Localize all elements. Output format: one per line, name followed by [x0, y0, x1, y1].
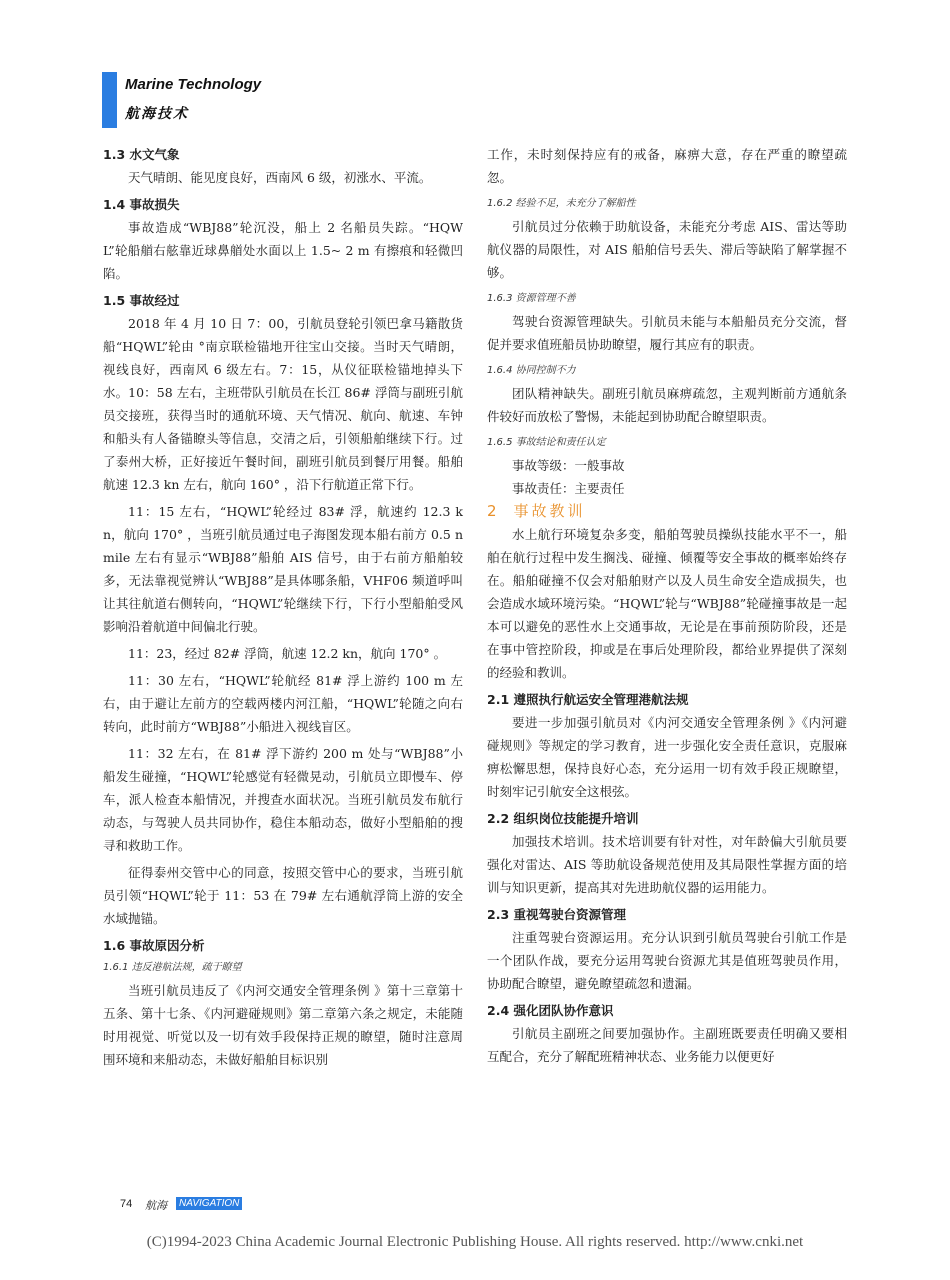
right-column — [487, 143, 847, 1068]
left-column — [103, 143, 463, 1071]
paragraph: 加强技术培训。技术培训要有针对性，对年龄偏大引航员要强化对雷达、AIS 等助航设备规范使用及其局限性掌握方面的培训与知识更新，提高其对先进助航仪器的运用能力。 — [487, 834, 847, 895]
subsection-heading: 1.6.4 协同控制不力 — [487, 365, 576, 376]
paragraph: 11：23，经过 82# 浮筒，航速 12.2 kn，航向 170° 。 — [128, 646, 447, 661]
paragraph: 注重驾驶台资源运用。充分认识到引航员驾驶台引航工作是一个团队作战，要充分运用驾驶台资源尤其是值班驾驶员作用，协助配合瞭望，避免瞭望疏忽和遗漏。 — [487, 930, 847, 991]
subsection-heading: 1.6.2 经验不足，未充分了解船性 — [487, 198, 636, 209]
paragraph: 11：32 左右，在 81# 浮下游约 200 m 处与“WBJ88”小船发生碰撞，“HQWL”轮感觉有轻微晃动，引航员立即慢车、停车，派人检查本船情况，并搜查水面状况。当班引航员发布航行动态，与驾驶人员共同协作，稳住本船动态，做好小型船舶的搜寻和救助工作。 — [103, 746, 463, 853]
section-heading: 2.3 重视驾驶台资源管理 — [487, 907, 626, 922]
paragraph: 11：15 左右，“HQWL”轮经过 83# 浮，航速约 12.3 kn，航向 170° ，当班引航员通过电子海图发现本船右前方 0.5 n mile 左右有显示“WBJ88”船舶 AIS 信号，由于右前方船舶较多，无法靠视觉辨认“WBJ88”是具体哪条船，VHF06 频道呼叫让其往航道右侧转向，“HQWL”轮继续下行，下行小型船舶受风影响沿着航道中间偏北行驶。 — [103, 504, 463, 634]
paragraph: 引航员主副班之间要加强协作。主副班既要责任明确又要相互配合，充分了解配班精神状态、业务能力以便更好 — [487, 1026, 847, 1064]
paragraph: 事故等级：一般事故 — [512, 458, 625, 473]
paragraph: 事故责任：主要责任 — [512, 481, 625, 496]
section-heading: 1.5 事故经过 — [103, 293, 180, 308]
paragraph: 水上航行环境复杂多变，船舶驾驶员操纵技能水平不一，船舶在航行过程中发生搁浅、碰撞、倾覆等安全事故的概率始终存在。船舶碰撞不仅会对船舶财产以及人员生命安全造成损失，也会造成水域环境污染。“HQWL”轮与“WBJ88”轮碰撞事故是一起本可以避免的恶性水上交通事故，无论是在事前预防阶段，还是在事中管控阶段，抑或是在事后处理阶段，都给业界提供了深刻的经验和教训。 — [487, 527, 847, 680]
paragraph: 当班引航员违反了《内河交通安全管理条例 》第十三章第十五条、第十七条、《内河避碰规则》第二章第六条之规定，未能随时用视觉、听觉以及一切有效手段保持正规的瞭望，随时注意周围环境和来船动态，未做好船舶目标识别 — [103, 983, 463, 1067]
section-heading: 2.1 遵照执行航运安全管理港航法规 — [487, 692, 689, 707]
journal-title-cn: 航海技术 — [125, 106, 189, 122]
header-accent-bar — [102, 72, 117, 128]
paragraph: 驾驶台资源管理缺失。引航员未能与本船船员充分交流，督促并要求值班船员协助瞭望，履行其应有的职责。 — [487, 314, 847, 352]
subsection-heading: 1.6.1 违反港航法规，疏于瞭望 — [103, 962, 242, 973]
subsection-heading: 1.6.3 资源管理不善 — [487, 293, 576, 304]
paragraph: 2018 年 4 月 10 日 7：00，引航员登轮引领巴拿马籍散货船“HQWL”轮由 °南京联检锚地开往宝山交接。当时天气晴朗，视线良好，西南风 6 级左右。7：15，从仪征联检锚地掉头下水。10：58 左右，主班带队引航员在长江 86# 浮筒与副班引航员交接班，获得当时的通航环境、天气情况、航向、航速、车钟和船头有人备锚瞭头等信息，交清之后，引领船舶继续下行。过了泰州大桥，正好接近午餐时间，副班引航员到餐厅用餐。船舶航速 12.3 kn 左右，航向 160° ，沿下行航道正常下行。 — [103, 316, 463, 492]
section-heading: 1.3 水文气象 — [103, 147, 180, 162]
paragraph-continued: 工作，未时刻保持应有的戒备，麻痹大意，存在严重的瞭望疏忽。 — [487, 147, 847, 185]
section-heading: 2.2 组织岗位技能提升培训 — [487, 811, 639, 826]
section-heading: 1.6 事故原因分析 — [103, 938, 205, 953]
page-number: 74 — [120, 1198, 133, 1210]
paragraph: 征得泰州交管中心的同意，按照交管中心的要求，当班引航员引领“HQWL”轮于 11：53 在 79# 左右通航浮筒上游的安全水域抛锚。 — [103, 865, 463, 926]
paragraph: 天气晴朗、能见度良好，西南风 6 级，初涨水、平流。 — [128, 170, 432, 185]
paragraph: 引航员过分依赖于助航设备，未能充分考虑 AIS、雷达等助航仪器的局限性，对 AIS 船舶信号丢失、滞后等缺陷了解掌握不够。 — [487, 219, 847, 280]
subsection-heading: 1.6.5 事故结论和责任认定 — [487, 437, 606, 448]
paragraph: 11：30 左右，“HQWL”轮航经 81# 浮上游约 100 m 左右，由于避让左前方的空载两楼内河江船，“HQWL”轮随之向右转向，此时前方“WBJ88”小船进入视线盲区。 — [103, 673, 463, 734]
paragraph: 团队精神缺失。副班引航员麻痹疏忽，主观判断前方通航条件较好而放松了警惕，未能起到协助配合瞭望职责。 — [487, 386, 847, 424]
footer-journal-cn: 航海 — [145, 1199, 167, 1212]
chapter-title: 事故教训 — [513, 502, 586, 520]
paragraph: 事故造成“WBJ88”轮沉没，船上 2 名船员失踪。“HQWL”轮船艏右舷靠近球鼻艏处水面以上 1.5~ 2 m 有擦痕和轻微凹陷。 — [103, 220, 463, 281]
chapter-heading — [487, 500, 847, 523]
chapter-number: 2 — [487, 502, 500, 520]
section-heading: 2.4 强化团队协作意识 — [487, 1003, 614, 1018]
journal-title-en: Marine Technology — [125, 76, 262, 93]
section-heading: 1.4 事故损失 — [103, 197, 180, 212]
footer-journal-en: NAVIGATION — [176, 1197, 242, 1210]
copyright-line: (C)1994-2023 China Academic Journal Electronic Publishing House. All rights reserved. http://www.cnki.net — [146, 1234, 804, 1250]
paragraph: 要进一步加强引航员对《内河交通安全管理条例 》《内河避碰规则》等规定的学习教育，进一步强化安全责任意识，克服麻痹松懈思想，保持良好心态，充分运用一切有效手段正规瞭望，时刻牢记引航安全这根弦。 — [487, 715, 847, 799]
